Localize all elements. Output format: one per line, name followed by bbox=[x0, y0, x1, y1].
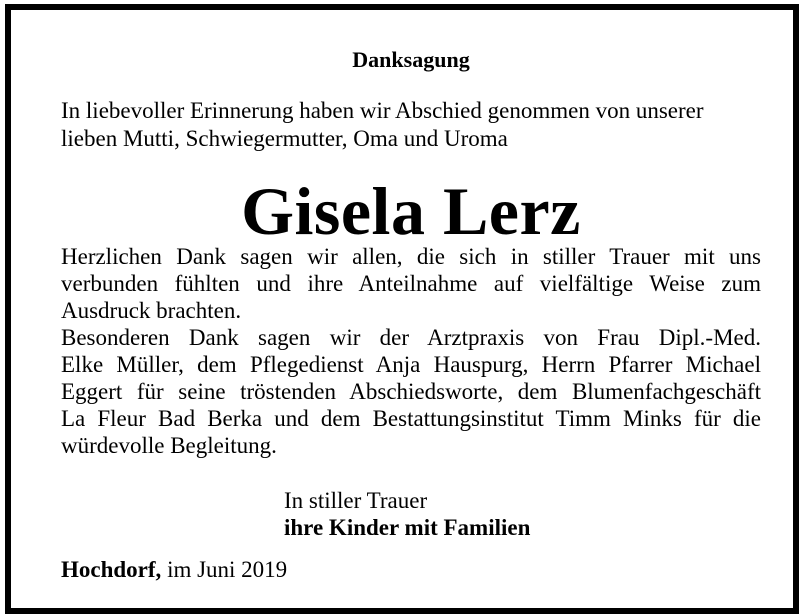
intro-line: In liebevoller Erinnerung haben wir Abschied genommen von unserer bbox=[61, 98, 704, 123]
notice-frame bbox=[5, 4, 799, 614]
deceased-name: Gisela Lerz bbox=[241, 173, 581, 249]
signoff-family: ihre Kinder mit Familien bbox=[284, 515, 531, 540]
place-name: Hochdorf, bbox=[61, 557, 162, 582]
intro-line: lieben Mutti, Schwiegermutter, Oma und Uroma bbox=[61, 126, 508, 151]
paragraph-line: Ausdruck brachten. bbox=[61, 298, 242, 323]
place-date bbox=[61, 556, 287, 584]
notice-date: im Juni 2019 bbox=[167, 557, 288, 582]
signoff bbox=[284, 487, 530, 541]
paragraph-line: Eggert für seine tröstenden Abschiedsworte, dem Blumenfachgeschäft bbox=[61, 379, 761, 404]
notice-heading: Danksagung bbox=[352, 47, 470, 72]
paragraph-line: verbunden fühlten und ihre Anteilnahme auf vielfältige Weise zum bbox=[61, 271, 761, 296]
signoff-mourning: In stiller Trauer bbox=[284, 488, 428, 513]
paragraph-line: Herzlichen Dank sagen wir allen, die sich in stiller Trauer mit uns bbox=[61, 244, 761, 269]
thanks-paragraph-general bbox=[61, 243, 761, 324]
intro-text bbox=[61, 97, 761, 153]
paragraph-line: Elke Müller, dem Pflegedienst Anja Hauspurg, Herrn Pfarrer Michael bbox=[61, 352, 761, 377]
paragraph-line: La Fleur Bad Berka und dem Bestattungsinstitut Timm Minks für die bbox=[61, 406, 761, 431]
paragraph-line: Besonderen Dank sagen wir der Arztpraxis von Frau Dipl.-Med. bbox=[61, 325, 761, 350]
thanks-paragraph-special bbox=[61, 324, 761, 459]
paragraph-line: würdevolle Begleitung. bbox=[61, 433, 277, 458]
